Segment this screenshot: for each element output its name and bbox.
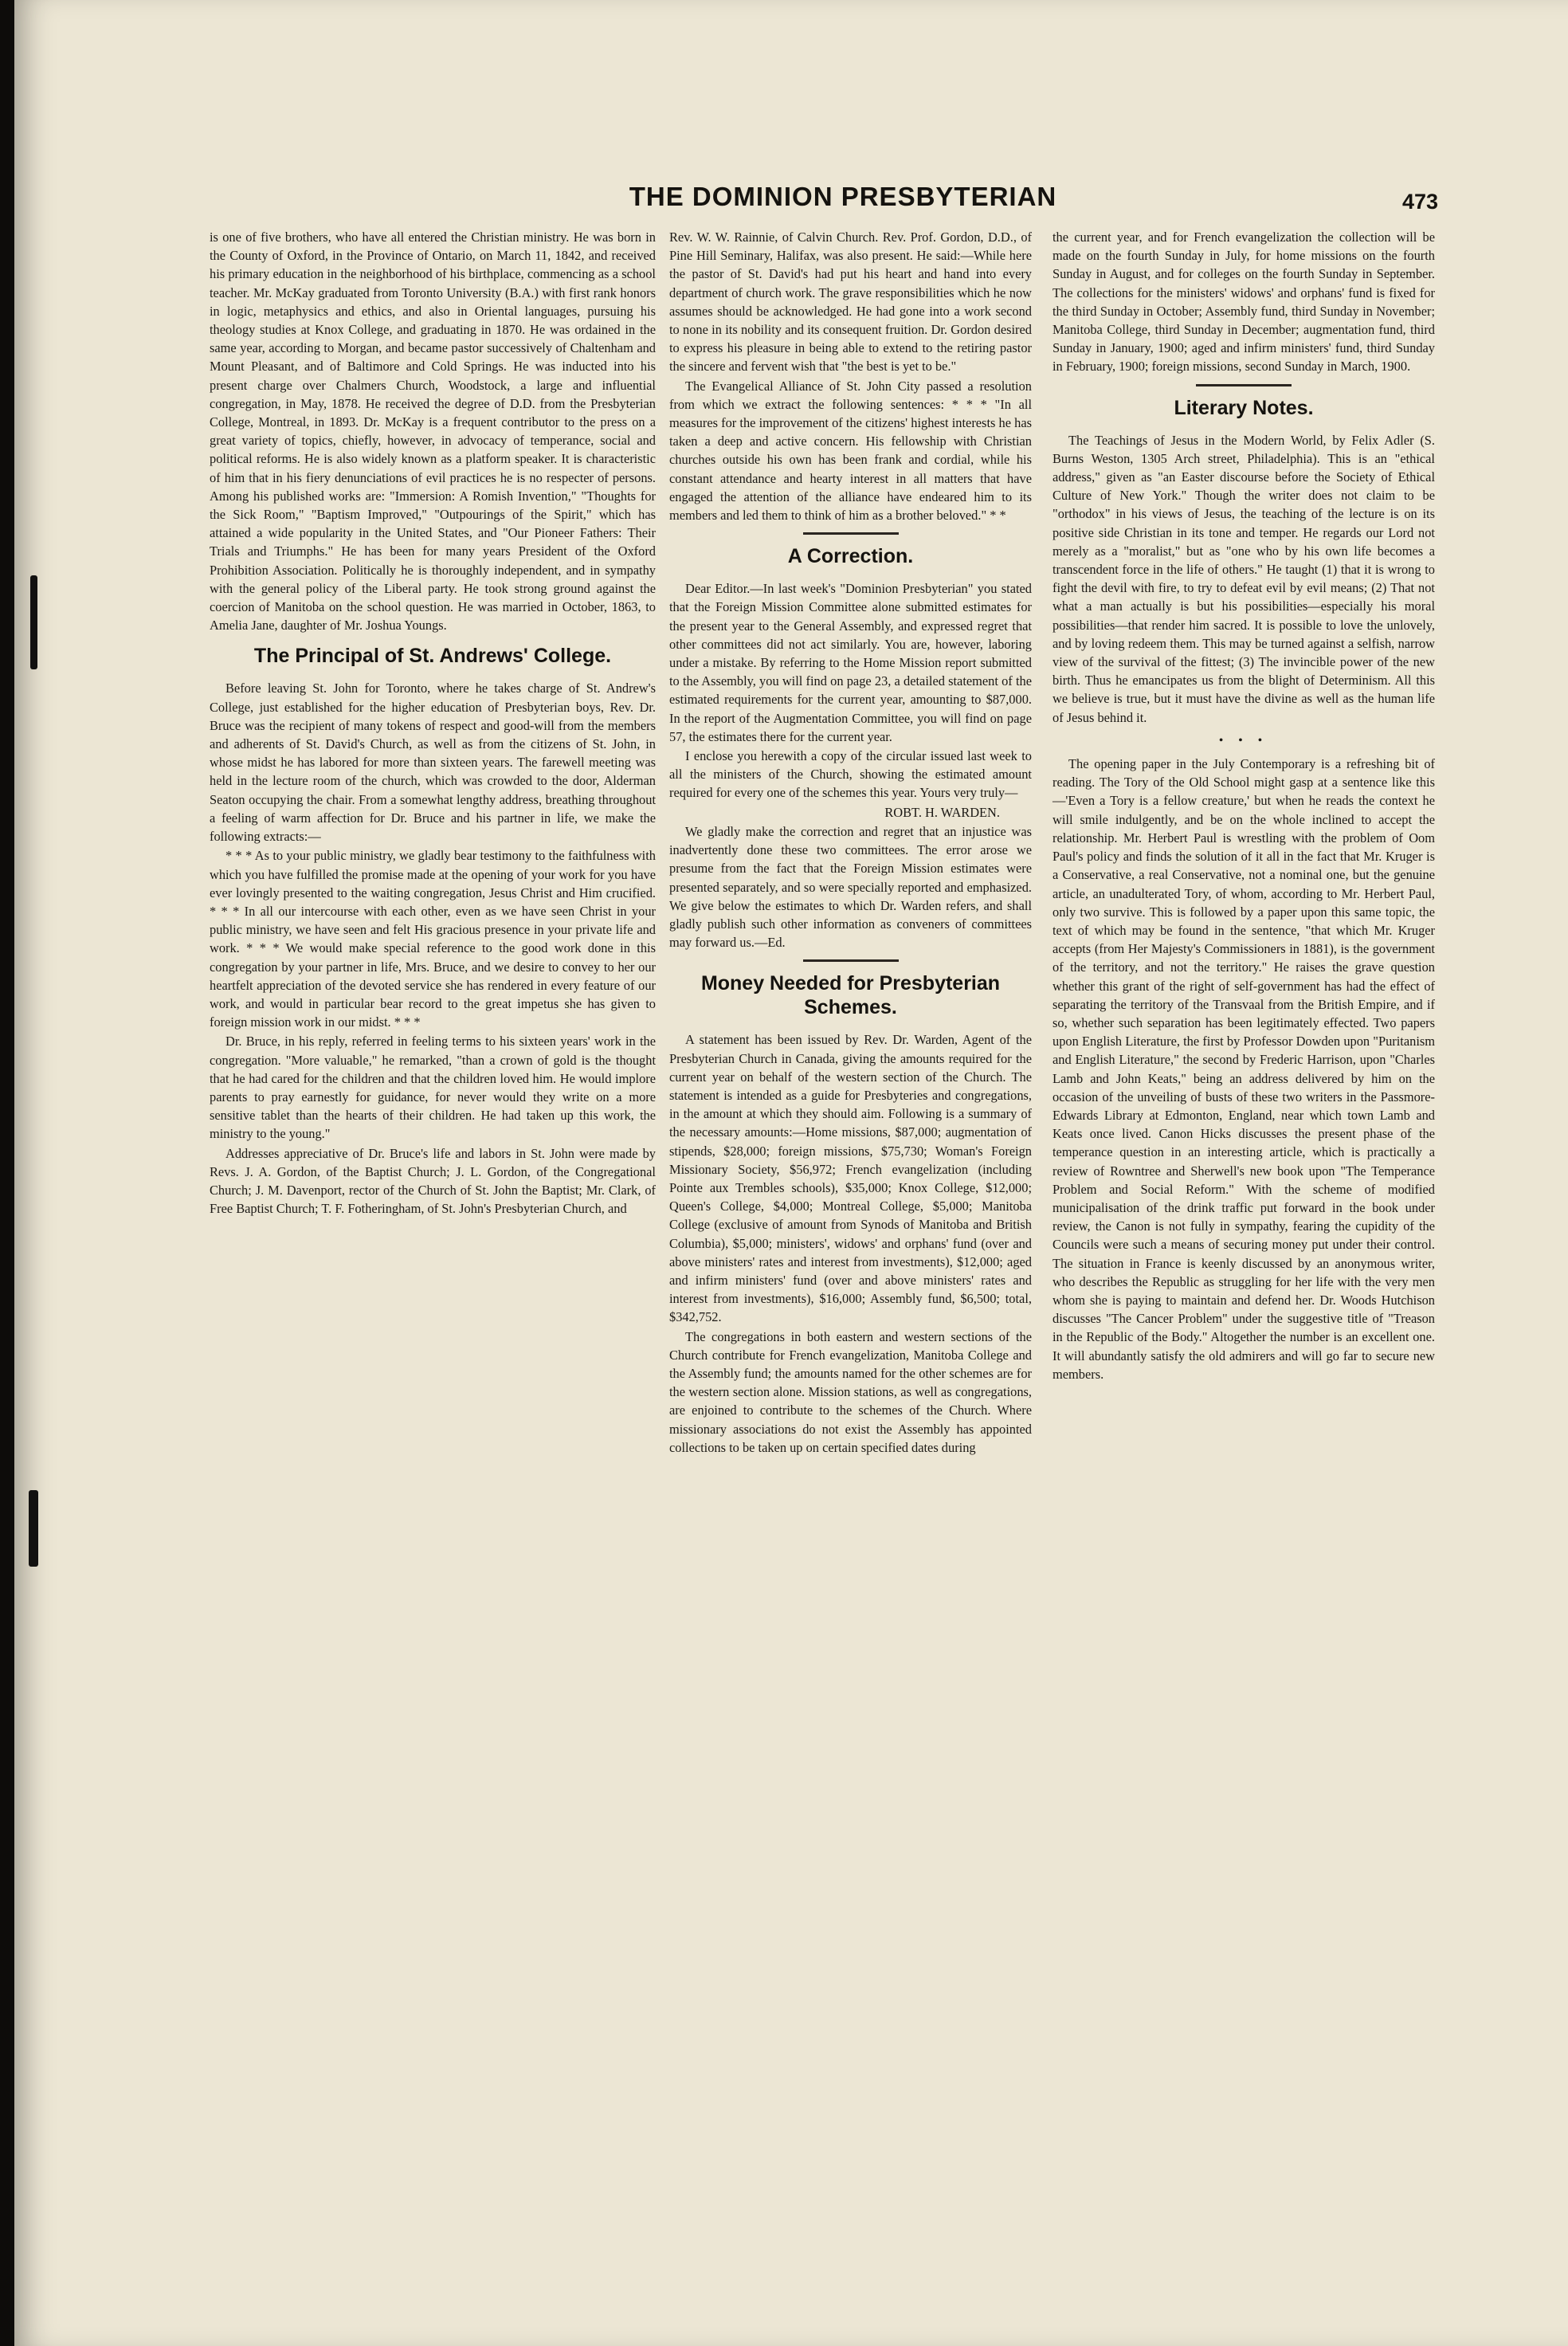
page-number: 473 [1402,190,1439,214]
column-2 [669,228,1032,1457]
newspaper-page [14,0,1568,2346]
headline-principal-st-andrews: The Principal of St. Andrews' College. [253,645,612,668]
article-paragraph: Addresses appreciative of Dr. Bruce's life and labors in St. John were made by Revs. J. A. Gordon, of the Baptist Church; J. L. Gordon, of the Congregational Church; J. M. Davenport, rector of the Church of St. John the Baptist; Mr. Clark, of Free Baptist Church; T. F. Fotheringham, of St. John's Presbyterian Church, and [210,1145,656,1217]
letter-signature: ROBT. H. WARDEN. [884,804,1000,820]
section-divider [803,959,899,962]
article-paragraph: Before leaving St. John for Toronto, where he takes charge of St. Andrew's College, just established for the higher education of Presbyterian boys, Rev. Dr. Bruce was the recipient of many tokens of respect and good-will from the members and adherents of St. David's Church, as well as from the citizens of St. John, in whose midst he has labored for more than sixteen years. The farewell meeting was held in the lecture room of the church, which was crowded to the door, Alderman Seaton occupying the chair. From a somewhat lengthy address, breathing throughout a feeling of warm affection for Dr. Bruce and his partner in life, we make the following extracts:— [210,681,656,845]
binding-mark-lower [29,1490,38,1567]
binding-mark-upper [30,575,37,669]
article-paragraph: Rev. W. W. Rainnie, of Calvin Church. Rev. Prof. Gordon, D.D., of Pine Hill Seminary, Halifax, was also present. He said:—While here the pastor of St. David's had put his heart and hand into every department of church work. The grave responsibilities which he now assumes should be acknowledged. He had gone into a work second to none in its nobility and its consequent fruition. Dr. Gordon desired to express his pleasure in being able to extend to the retiring pastor the sincere and fervent wish that "the best is yet to be." [669,230,1032,375]
headline-money-needed: Money Needed for Presbyterian Schemes. [700,972,1001,1019]
article-paragraph: The Teachings of Jesus in the Modern World, by Felix Adler (S. Burns Weston, 1305 Arch street, Philadelphia). This is an "ethical address," given as "an Easter discourse before the Society of Ethical Culture of New York." Though the writer does not claim to be "orthodox" in his views of Jesus, the teaching of the lecture is on its positive side Christian in its tone and temper. He regards our Lord not merely as a "moralist," but as "one who by his own life becomes a transcendent force in the life of others." He taught (1) that it is wrong to fight the devil with fire, to try to defeat evil by evil means; (2) That not what a man actually is but his possibilities—especially his moral possibilities—that render him sacred. It is possible to love the unlovely, and by loving redeem them. This may be turned against a selfish, narrow view of the survival of the fittest; (3) The invincible power of the new birth. Thus he emancipates us from the blight of Determinism. All this we believe is true, but it must have the divine as well as the human life of Jesus behind it. [1053,432,1435,725]
article-paragraph: is one of five brothers, who have all entered the Christian ministry. He was born in the County of Oxford, in the Province of Ontario, on March 11, 1842, and received his primary education in the neighborhood of his birthplace, commencing as a school teacher. Mr. McKay graduated from Toronto University (B.A.) with first rank honors in logic, metaphysics and ethics, and also in Oriental languages, pursuing his theology studies at Knox College, and graduating in 1870. He was ordained in the same year, according to Morgan, and became pastor successively of Chaltenham and Mount Pleasant, and of Baltimore and Cold Springs. He was inducted into his present charge over Chalmers Church, Woodstock, a large and influential congregation, in May, 1878. He received the degree of D.D. from the Presbyterian College, Montreal, in 1893. Dr. McKay is a frequent contributor to the press on a great variety of topics, chiefly, however, in advocacy of temperance, social and political reforms. He is also widely known as a platform speaker. It is characteristic of him that in his fiery denunciations of evil practices he is no respecter of persons. Among his published works are: "Immersion: A Romish Invention," "Thoughts for the Sick Room," "Baptism Improved," "Outpourings of the Spirit," which has attained a wide popularity in the United States, and "Our Pioneer Fathers: Their Trials and Triumphs." He has been for many years President of the Oxford Prohibition Association. Politically he is thoroughly independent, and in sympathy with the general policy of the Liberal party. He took strong ground against the coercion of Manitoba on the school question. He was married in October, 1863, to Amelia Jane, daughter of Mr. Joshua Youngs. [210,230,656,634]
section-divider [803,532,899,535]
article-paragraph: Dr. Bruce, in his reply, referred in feeling terms to his sixteen years' work in the congregation. "More valuable," he remarked, "than a crown of gold is the thought that he had cared for the children and that the children loved him. He would implore parents to pray earnestly for guidance, for never would they write on a more sensitive tablet than the hearts of their children. He had taken up this work, the ministry to the young." [210,1034,656,1142]
section-asterism: • • • [1219,734,1268,747]
article-paragraph: * * * As to your public ministry, we gladly bear testimony to the faithfulness with which you have fulfilled the promise made at the opening of your work for you have ever lovingly presented to the waiting congregation, Jesus Christ and Him crucified. * * * In all our intercourse with each other, even as we have seen Christ in your public ministry, we have seen and felt His gracious presence in your private life and work. * * * We would make special reference to the good work done in this congregation by your partner in life, Mrs. Bruce, and we desire to convey to her our heartfelt appreciation of the devoted service she has rendered in every feature of our work, and would in particular bear record to the great impetus she has given to foreign mission work in our midst. * * * [210,848,656,1030]
masthead-title: THE DOMINION PRESBYTERIAN [629,182,1057,211]
article-paragraph: Dear Editor.—In last week's "Dominion Presbyterian" you stated that the Foreign Mission Committee alone submitted estimates for the present year to the General Assembly, and expressed regret that other committees did not act similarly. You are, however, laboring under a mistake. By referring to the Home Mission report submitted to the Assembly, you will find on page 23, a detailed statement of the estimated requirements for the current year, amounting to $87,000. In the report of the Augmentation Committee, you will find on page 57, the estimates there for the current year. [669,581,1032,744]
article-paragraph: We gladly make the correction and regret that an injustice was inadvertently done these two committees. The error arose we presume from the fact that the Foreign Mission estimates were presented separately, and so were specially reported and emphasized. We give below the estimates to which Dr. Warden refers, and shall gladly publish such other information as conveners of committees may forward us.—Ed. [669,823,1032,951]
article-paragraph: The congregations in both eastern and western sections of the Church contribute for French evangelization, Manitoba College and the Assembly fund; the amounts named for the other schemes are for the western section alone. Mission stations, as well as congregations, are enjoined to contribute to the schemes of the Church. Where missionary associations do not exist the Assembly has appointed collections to be taken up on certain specified dates during [669,1328,1032,1455]
column-1 [210,228,656,1218]
article-paragraph: The Evangelical Alliance of St. John City passed a resolution from which we extract the following sentences: * * * "In all measures for the improvement of the citizens' highest interests he has taken a deep and active concern. His fellowship with Christian churches outside his own has been frank and cordial, while his constant attendance and hearty interest in all matters that have engaged the attention of the alliance have endeared him to its members and led them to think of him as a brother beloved." * * [669,378,1032,524]
headline-a-correction: A Correction. [787,545,914,568]
column-3 [1053,228,1435,1384]
article-paragraph: A statement has been issued by Rev. Dr. Warden, Agent of the Presbyterian Church in Canada, giving the amounts required for the current year on behalf of the western section of the Church. The statement is intended as a guide for Presbyteries and congregations, in the amount at which they should aim. Following is a summary of the necessary amounts:—Home missions, $87,000; augmentation of stipends, $28,000; foreign missions, $75,730; Woman's Foreign Missionary Society, $56,972; French evangelization (including Pointe aux Trembles schools), $35,000; Knox College, $12,000; Queen's College, $4,000; Montreal College, $5,000; Manitoba College (exclusive of amount from Synods of Manitoba and British Columbia), $5,000; ministers', widows' and orphans' fund (over and above ministers' rates and interest from investments), $12,000; aged and infirm ministers' fund (over and above ministers' rates and interest from investments), $16,000; Assembly fund, $6,500; total, $342,752. [669,1032,1032,1325]
article-paragraph: I enclose you herewith a copy of the circular issued last week to all the ministers of the Church, showing the estimated amount required for every one of the schemes this year. Yours very truly— [669,748,1032,801]
article-paragraph: the current year, and for French evangelization the collection will be made on the fourth Sunday in July, for home missions on the fourth Sunday in August, and for colleges on the fourth Sunday in September. The collections for the ministers' widows' and orphans' fund is fixed for the third Sunday in October; Assembly fund, third Sunday in November; Manitoba College, third Sunday in December; augmentation fund, third Sunday in January, 1900; aged and infirm ministers' fund, third Sunday in February, 1900; foreign missions, second Sunday in March, 1900. [1053,230,1435,375]
section-divider [1196,384,1292,386]
article-paragraph: The opening paper in the July Contemporary is a refreshing bit of reading. The Tory of the Old School might gasp at a sentence like this—'Even a Tory is a fellow creature,' but when he reads the context he will smile indulgently, and be on the whole inclined to accept the relationship. Mr. Herbert Paul is wrestling with the problem of Oom Paul's policy and finds the solution of it all in the fact that Mr. Kruger is a Conservative, a real Conservative, not a nominal one, but the genuine article, an unadulterated Tory, of whom, according to Mr. Herbert Paul, only two survive. This is followed by a paper upon this same topic, the text of which may be found in the sentence, "that which Mr. Kruger accepts (from Her Majesty's Commissioners in 1881), is the government of the territory, and not the territory." He raises the grave question whether this grant of the right of self-government has had the effect of separating the territory of the Transvaal from the British Empire, and if so, whether such separation has been legitimately effected. Two papers upon English Literature, the first by Professor Dowden upon "Puritanism and English Literature," the second by Frederic Harrison, upon "Charles Lamb and John Keats," being an address delivered by him on the occasion of the unveiling of busts of these two writers in the Passmore-Edwards Library at Edmonton, England, near which town Lamb and Keats once lived. Canon Hicks discusses the present phase of the temperance question in an interesting article, which is practically a review of Rowntree and Sherwell's new book upon "The Temperance Problem and Social Reform." With the scheme of modified municipalisation of the drink traffic put forward in the book under review, the Canon is not fully in sympathy, fearing the cupidity of the Councils were such a means of securing money put under their control. The situation in France is keenly discussed by an anonymous writer, who describes the Republic as struggling for her life with the very men whom she is paying to maintain and defend her. Dr. Woods Hutchison discusses "The Cancer Problem" under the suggestive title of "Treason in the Republic of the Body." Altogether the number is an excellent one. It will abundantly satisfy the old admirers and will go far to secure new members. [1053,756,1435,1382]
headline-literary-notes: Literary Notes. [1174,396,1314,419]
